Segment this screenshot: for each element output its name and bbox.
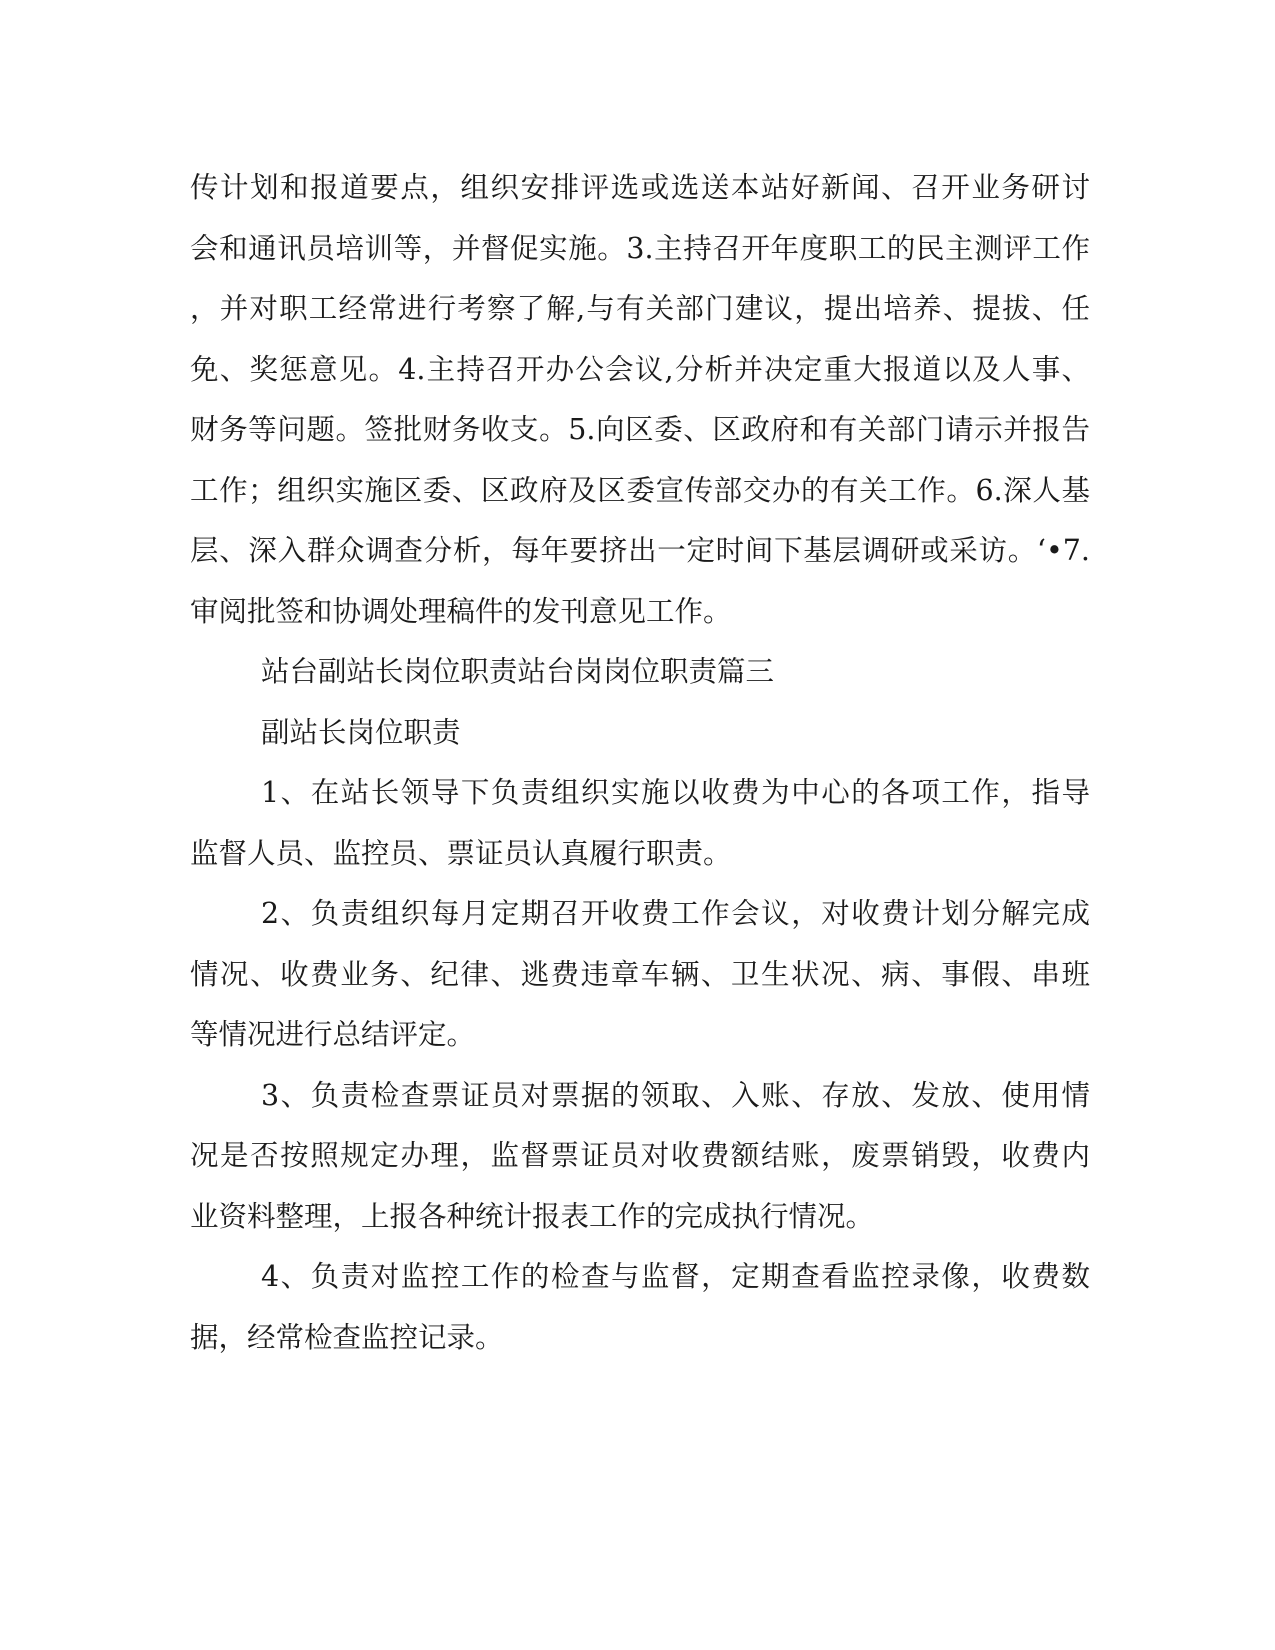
paragraph-line: 3、负责检查票证员对票据的领取、入账、存放、发放、使用情 <box>261 1078 1090 1112</box>
paragraph-line: 2、负责组织每月定期召开收费工作会议，对收费计划分解完成 <box>261 897 1090 930</box>
duty-item-3 <box>190 1066 1090 1248</box>
paragraph-line: 财务等问题。签批财务收支。5.向区委、区政府和有关部门请示并报告 <box>190 413 1090 446</box>
paragraph-line: 传计划和报道要点，组织安排评选或选送本站好新闻、召开业务研讨 <box>190 171 1090 204</box>
paragraph-line: 工作；组织实施区委、区政府及区委宣传部交办的有关工作。6.深人基 <box>190 473 1090 507</box>
paragraph-line: ，并对职工经常进行考察了解,与有关部门建议，提出培养、提拔、任 <box>190 292 1090 325</box>
intro-paragraph <box>190 158 1090 642</box>
paragraph-line: 会和通讯员培训等，并督促实施。3.主持召开年度职工的民主测评工作 <box>190 231 1090 265</box>
duty-item-4 <box>190 1247 1090 1368</box>
paragraph-line: 审阅批签和协调处理稿件的发刊意见工作。 <box>190 594 732 628</box>
sub-heading: 副站长岗位职责 <box>261 715 461 749</box>
document-body <box>190 158 1090 1368</box>
duty-item-1 <box>190 763 1090 884</box>
paragraph-line: 4、负责对监控工作的检查与监督，定期查看监控录像，收费数 <box>261 1260 1090 1293</box>
section-heading: 站台副站长岗位职责站台岗岗位职责篇三 <box>261 655 775 688</box>
paragraph-line: 况是否按照规定办理，监督票证员对收费额结账，废票销毁，收费内 <box>190 1139 1090 1172</box>
paragraph-line: 监督人员、监控员、票证员认真履行职责。 <box>190 836 732 870</box>
paragraph-line: 业资料整理，上报各种统计报表工作的完成执行情况。 <box>190 1199 875 1233</box>
paragraph-line: 层、深入群众调查分析，每年要挤出一定时间下基层调研或采访。‘•7. <box>190 534 1090 567</box>
paragraph-line: 免、奖惩意见。4.主持召开办公会议,分析并决定重大报道以及人事、 <box>190 352 1090 386</box>
paragraph-line: 1、在站长领导下负责组织实施以收费为中心的各项工作，指导 <box>261 776 1090 809</box>
paragraph-line: 情况、收费业务、纪律、逃费违章车辆、卫生状况、病、事假、串班 <box>190 957 1090 991</box>
paragraph-line: 据，经常检查监控记录。 <box>190 1320 504 1354</box>
paragraph-line: 等情况进行总结评定。 <box>190 1018 476 1051</box>
duty-item-2 <box>190 884 1090 1066</box>
